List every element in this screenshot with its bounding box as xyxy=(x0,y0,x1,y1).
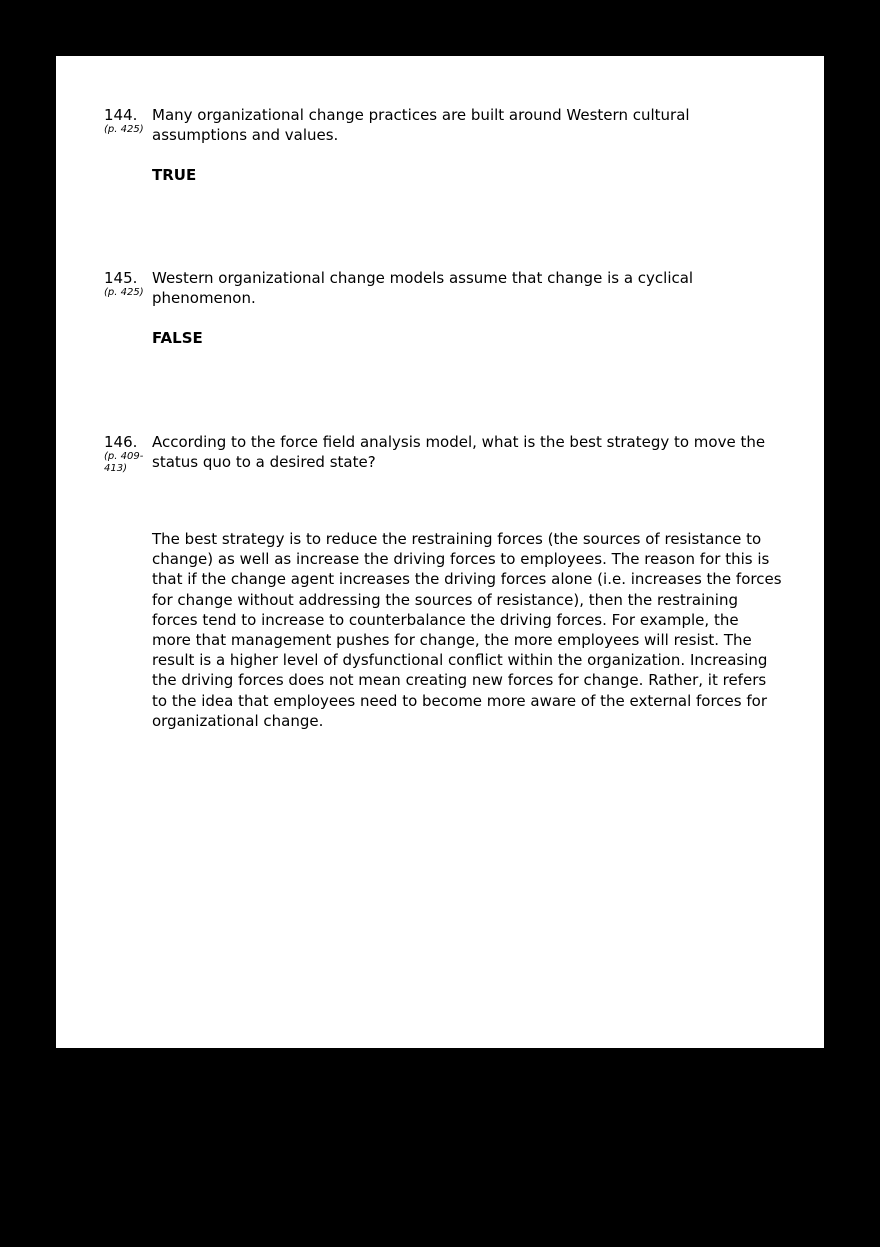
answer-true-false: FALSE xyxy=(152,329,203,347)
question-text: Many organizational change practices are built around Western cultural assumptions and values. xyxy=(152,106,690,144)
page-reference: (p. 425) xyxy=(104,287,144,298)
question-text: According to the force field analysis model, what is the best strategy to move the status quo to a desired state? xyxy=(152,433,766,471)
question-number: 145. xyxy=(104,269,138,287)
page-reference: (p. 425) xyxy=(104,124,144,135)
question-number: 146. xyxy=(104,433,138,451)
essay-answer: The best strategy is to reduce the restraining forces (the sources of resistance to change) as well as increase the driving forces to employees. The reason for this is that if the change agent increases the driving forces alone (i.e. increases the forces for change without addressing the sources of resistance), then the restraining forces tend to increase to counterbalance the driving forces. For example, the more that management pushes for change, the more employees will resist. The result is a higher level of dysfunctional conflict within the organization. Increasing the driving forces does not mean creating new forces for change. Rather, it refers to the idea that employees need to become more aware of the external forces for organizational change. xyxy=(152,530,782,730)
question-number: 144. xyxy=(104,106,138,124)
question-text: Western organizational change models assume that change is a cyclical phenomenon. xyxy=(152,269,694,307)
answer-true-false: TRUE xyxy=(152,166,197,184)
page-reference: (p. 409-413) xyxy=(104,451,144,474)
document-page xyxy=(56,56,824,1048)
